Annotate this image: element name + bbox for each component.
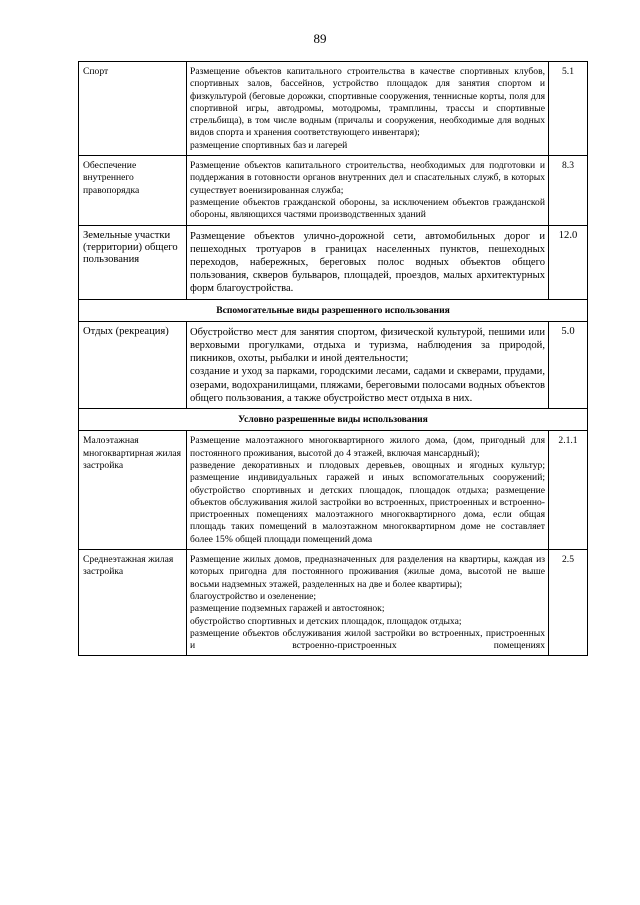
section-title: Вспомогательные виды разрешенного использования (79, 299, 588, 321)
description-paragraph: создание и уход за парками, городскими лесами, садами и скверами, прудами, озерами, водохранилищами, пляжами, береговыми полосами водных объектов общего пользования, а также обустройство мест отдыха в них. (190, 366, 545, 404)
use-type-name: Обеспечение внутреннего правопорядка (79, 156, 187, 225)
description-paragraph: разведение декоративных и плодовых деревьев, овощных и ягодных культур; размещение индивидуальных гаражей и иных вспомогательных сооружений; обустройство спортивных и детских площадок, площадок отдыха; размещение объектов обслуживания жилой застройки во встроенных, пристроенных и встроенно-пристроенных помещениях малоэтажного многоквартирного дома, если общая площадь таких помещений в малоэтажном многоквартирном доме не составляет более 15% общей площади помещений дома (190, 459, 545, 545)
use-type-name: Отдых (рекреация) (79, 321, 187, 408)
description-paragraph: размещение спортивных баз и лагерей (190, 139, 348, 151)
use-type-code: 2.1.1 (549, 431, 588, 550)
description-paragraph: благоустройство и озеленение; (190, 590, 317, 602)
use-type-description (187, 550, 549, 656)
section-title: Условно разрешенные виды использования (79, 409, 588, 431)
description-paragraph: размещение объектов обслуживания жилой застройки во встроенных, пристроенных и встроенно-пристроенных помещениях (190, 627, 545, 652)
use-type-description (187, 156, 549, 225)
use-type-name: Малоэтажная многоквартирная жилая застройка (79, 431, 187, 550)
land-use-table (78, 61, 588, 656)
description-paragraph: Размещение малоэтажного многоквартирного жилого дома, (дом, пригодный для постоянного проживания, высотой до 4 этажей, включая мансардный); (190, 435, 545, 459)
description-paragraph: размещение подземных гаражей и автостоянок; (190, 603, 385, 615)
page-number: 89 (313, 31, 327, 46)
table-row (79, 431, 588, 550)
use-type-description (187, 431, 549, 550)
table-row (79, 321, 588, 408)
use-type-code: 5.1 (549, 62, 588, 156)
use-type-code: 12.0 (549, 225, 588, 299)
use-type-description (187, 62, 549, 156)
use-type-description (187, 225, 549, 299)
description-paragraph: размещение объектов гражданской обороны, за исключением объектов гражданской обороны, являющихся частями производственных зданий (190, 196, 545, 221)
use-type-code: 5.0 (549, 321, 588, 408)
use-type-description (187, 321, 549, 408)
use-type-code: 8.3 (549, 156, 588, 225)
section-header-row (79, 299, 588, 321)
description-paragraph: Размещение жилых домов, предназначенных для разделения на квартиры, каждая из которых пригодна для постоянного проживания (жилые дома, высотой не выше восьми надземных этажей, разделенных на две и более квартиры); (190, 554, 545, 590)
table-row (79, 62, 588, 156)
use-type-name: Среднеэтажная жилая застройка (79, 550, 187, 656)
table-row (79, 550, 588, 656)
description-paragraph: обустройство спортивных и детских площадок, площадок отдыха; (190, 615, 462, 627)
use-type-name: Спорт (79, 62, 187, 156)
description-paragraph: Обустройство мест для занятия спортом, физической культурой, пешими или верховыми прогулками, отдыха и туризма, наблюдения за природой, пикников, охоты, рыбалки и иной деятельности; (190, 326, 545, 365)
section-header-row (79, 409, 588, 431)
use-type-name: Земельные участки (территории) общего пользования (79, 225, 187, 299)
land-use-table-body (79, 62, 588, 656)
table-row (79, 156, 588, 225)
table-row (79, 225, 588, 299)
description-paragraph: Размещение объектов улично-дорожной сети, автомобильных дорог и пешеходных тротуаров в границах населенных пунктов, пешеходных переходов, набережных, береговых полос водных объектов общего пользования, скверов бульваров, площадей, проездов, малых архитектурных форм благоустройства. (190, 230, 545, 295)
use-type-code: 2.5 (549, 550, 588, 656)
description-paragraph: Размещение объектов капитального строительства, необходимых для подготовки и поддержания в готовности органов внутренних дел и спасательных служб, в которых существует военизированная служба; (190, 160, 545, 196)
description-paragraph: Размещение объектов капитального строительства в качестве спортивных клубов, спортивных залов, бассейнов, устройство площадок для занятия спортом и физкультурой (беговые дорожки, спортивные сооружения, теннисные корты, поля для спортивной игры, автодромы, мотодромы, трамплины, трассы и спортивные стрельбища), в том числе водным (причалы и сооружения, необходимые для водных видов спорта и хранения соответствующего инвентаря); (190, 66, 545, 139)
